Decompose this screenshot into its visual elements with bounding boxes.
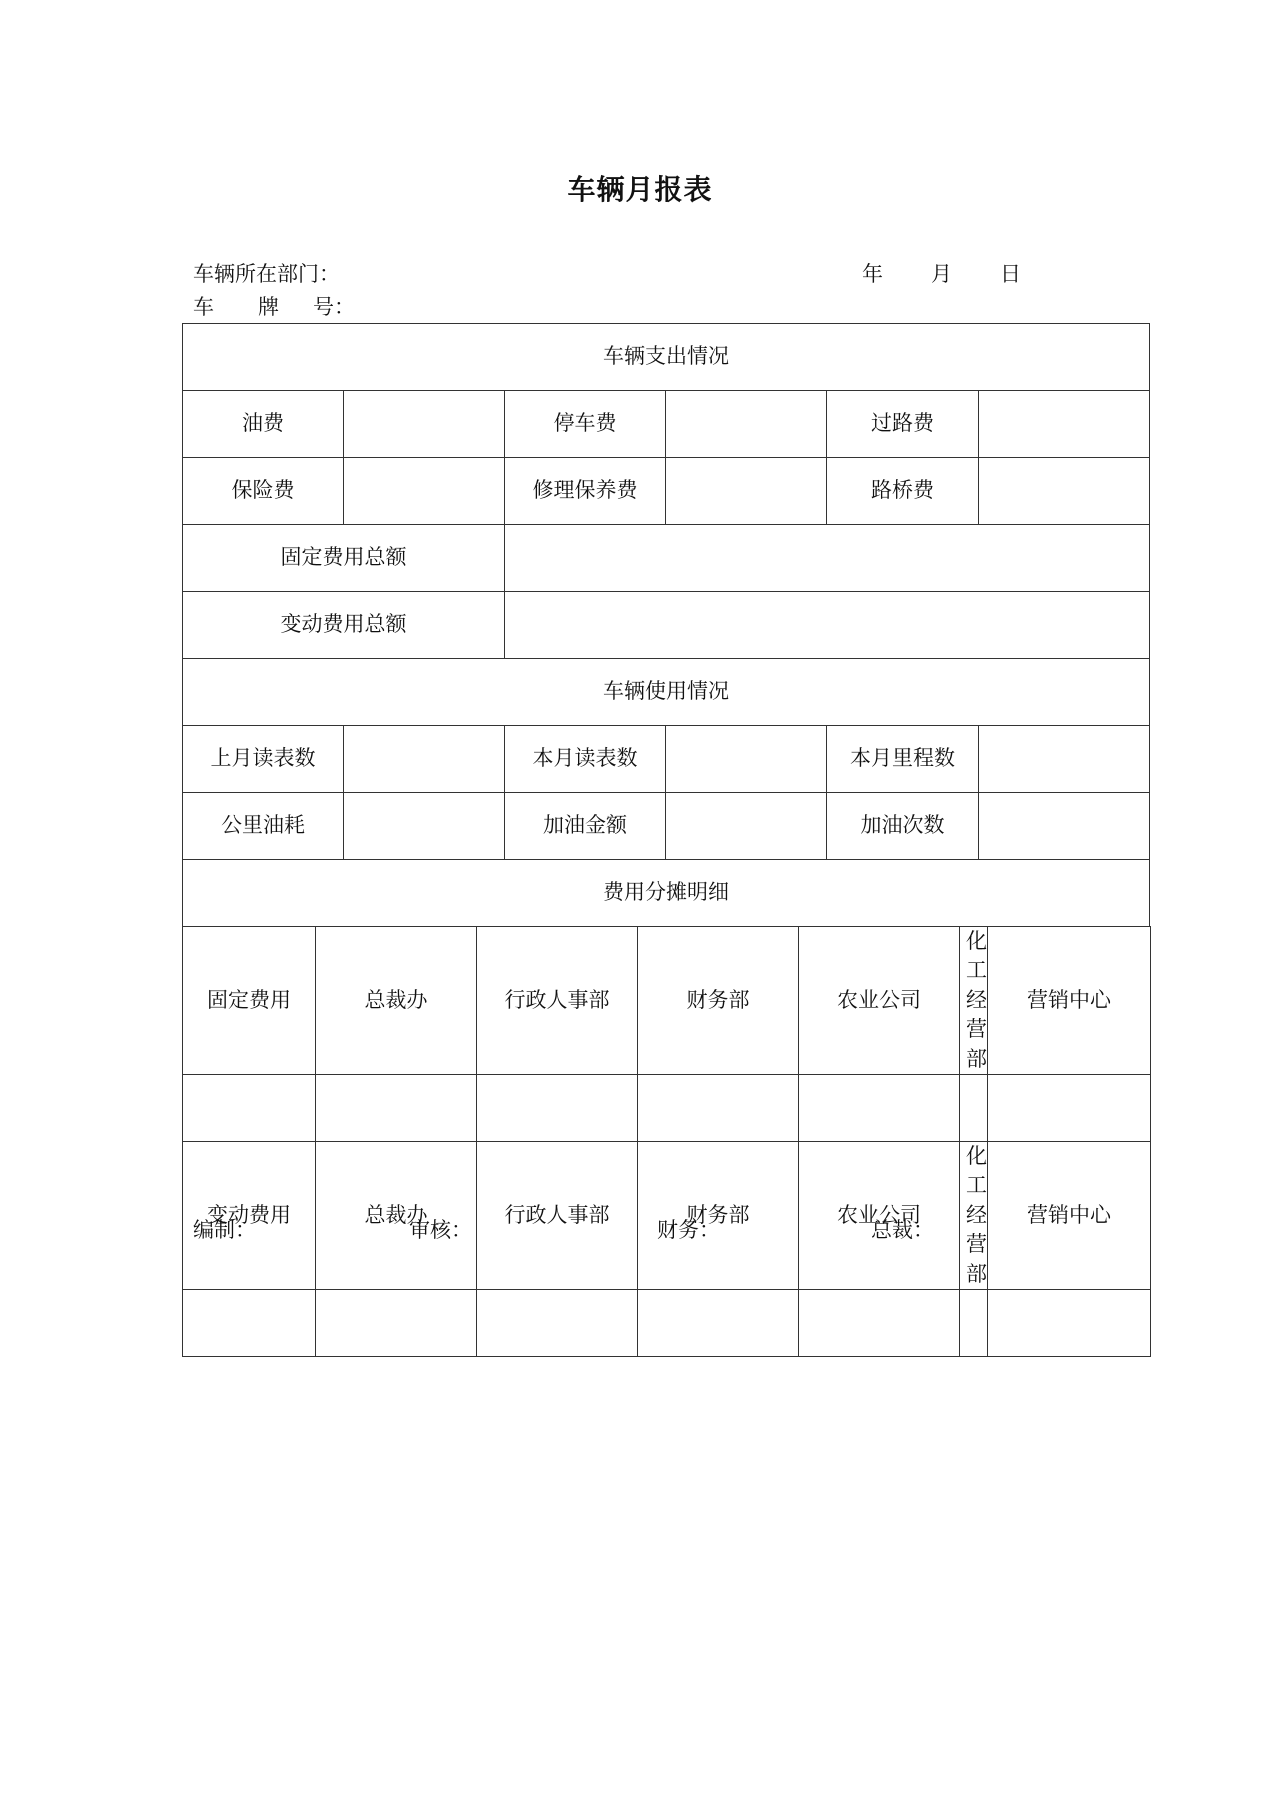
variable-total-label: 变动费用总额 (183, 592, 505, 659)
fixed-alloc-cell[interactable] (988, 1074, 1151, 1141)
date-day: 日 (1000, 262, 1021, 286)
plate-label-char: 号： (313, 295, 355, 319)
current-meter-label: 本月读表数 (505, 726, 666, 793)
dept-header: 行政人事部 (477, 927, 638, 1075)
variable-alloc-cell[interactable] (477, 1289, 638, 1356)
insurance-label: 保险费 (183, 458, 344, 525)
refuel-amount-value[interactable] (666, 793, 827, 860)
dept-header: 营销中心 (988, 1141, 1151, 1289)
variable-alloc-cell[interactable] (183, 1289, 316, 1356)
dept-header: 农业公司 (799, 927, 960, 1075)
dept-header: 财务部 (638, 927, 799, 1075)
parking-fee-value[interactable] (666, 391, 827, 458)
dept-header: 化工经营部 (960, 927, 988, 1075)
variable-alloc-cell[interactable] (316, 1289, 477, 1356)
fixed-total-value[interactable] (505, 525, 1150, 592)
fixed-cost-label: 固定费用 (183, 927, 316, 1075)
fixed-alloc-cell[interactable] (799, 1074, 960, 1141)
date-line (862, 258, 1069, 288)
variable-alloc-cell[interactable] (960, 1289, 988, 1356)
fuel-cost-label: 油费 (183, 391, 344, 458)
toll-fee-value[interactable] (979, 391, 1150, 458)
prepared-by-label: 编制： (193, 1218, 256, 1242)
refuel-count-label: 加油次数 (827, 793, 979, 860)
dept-header: 财务部 (638, 1141, 799, 1289)
date-year: 年 (862, 262, 883, 286)
expense-section-title: 车辆支出情况 (183, 324, 1150, 391)
fixed-total-label: 固定费用总额 (183, 525, 505, 592)
allocation-section-title: 费用分摊明细 (183, 860, 1150, 927)
page-title: 车辆月报表 (567, 173, 713, 206)
president-label: 总裁： (871, 1218, 934, 1242)
insurance-value[interactable] (344, 458, 505, 525)
department-label: 车辆所在部门： (193, 262, 340, 286)
plate-label-char: 车 (193, 295, 214, 319)
toll-fee-label: 过路费 (827, 391, 979, 458)
date-month: 月 (931, 262, 952, 286)
bridge-fee-value[interactable] (979, 458, 1150, 525)
dept-header: 总裁办 (316, 927, 477, 1075)
variable-total-value[interactable] (505, 592, 1150, 659)
last-meter-label: 上月读表数 (183, 726, 344, 793)
finance-label: 财务： (657, 1218, 720, 1242)
variable-alloc-cell[interactable] (638, 1289, 799, 1356)
fuel-consumption-value[interactable] (344, 793, 505, 860)
last-meter-value[interactable] (344, 726, 505, 793)
refuel-count-value[interactable] (979, 793, 1150, 860)
variable-cost-label: 变动费用 (183, 1141, 316, 1289)
dept-header: 总裁办 (316, 1141, 477, 1289)
fixed-alloc-cell[interactable] (638, 1074, 799, 1141)
fixed-alloc-cell[interactable] (960, 1074, 988, 1141)
usage-section-title: 车辆使用情况 (183, 659, 1150, 726)
variable-alloc-cell[interactable] (799, 1289, 960, 1356)
maintenance-label: 修理保养费 (505, 458, 666, 525)
plate-label-char: 牌 (258, 295, 279, 319)
variable-alloc-cell[interactable] (988, 1289, 1151, 1356)
current-meter-value[interactable] (666, 726, 827, 793)
maintenance-value[interactable] (666, 458, 827, 525)
parking-fee-label: 停车费 (505, 391, 666, 458)
refuel-amount-label: 加油金额 (505, 793, 666, 860)
mileage-value[interactable] (979, 726, 1150, 793)
fuel-cost-value[interactable] (344, 391, 505, 458)
fixed-alloc-cell[interactable] (477, 1074, 638, 1141)
mileage-label: 本月里程数 (827, 726, 979, 793)
fixed-alloc-cell[interactable] (183, 1074, 316, 1141)
reviewed-by-label: 审核： (409, 1218, 472, 1242)
dept-header: 农业公司 (799, 1141, 960, 1289)
dept-header: 行政人事部 (477, 1141, 638, 1289)
fuel-consumption-label: 公里油耗 (183, 793, 344, 860)
dept-header: 化工经营部 (960, 1141, 988, 1289)
fixed-alloc-cell[interactable] (316, 1074, 477, 1141)
bridge-fee-label: 路桥费 (827, 458, 979, 525)
vehicle-report-table (182, 323, 1151, 1357)
plate-label (193, 291, 355, 321)
dept-header: 营销中心 (988, 927, 1151, 1075)
